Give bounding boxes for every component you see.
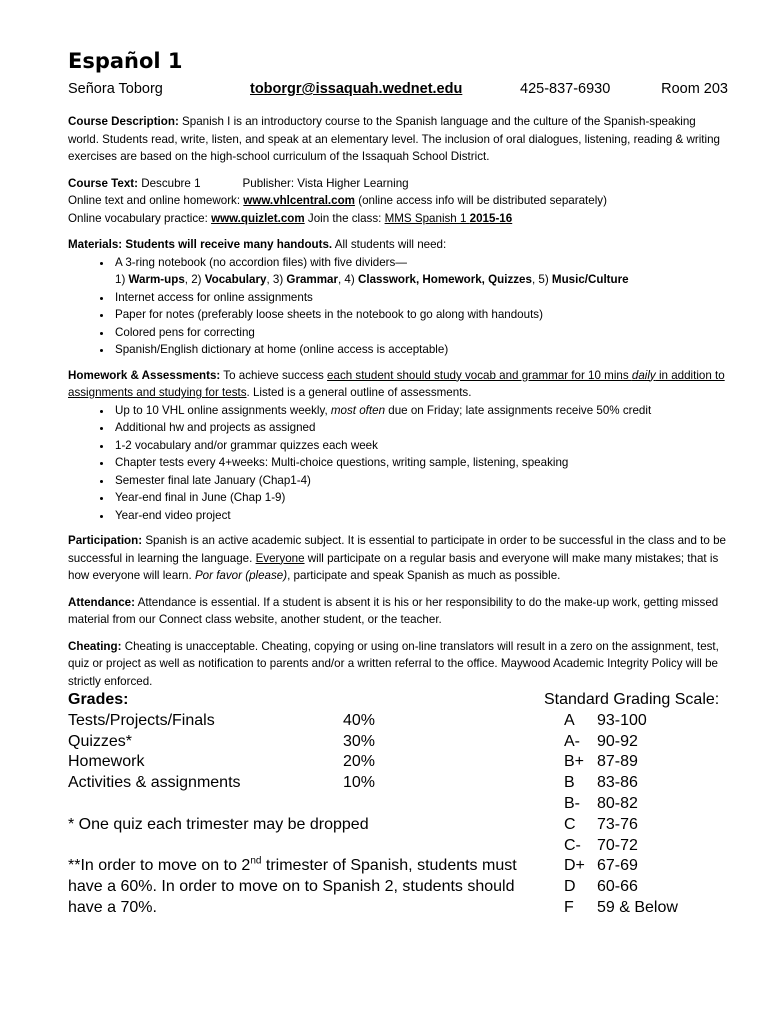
everyone-underlined: Everyone	[255, 551, 305, 565]
scale-row: D+ 67-69	[564, 857, 638, 875]
online-text-line	[68, 194, 607, 207]
homework-label: Homework & Assessments:	[68, 368, 221, 382]
course-book: Descubre 1	[138, 176, 201, 190]
notebook-item: A 3-ring notebook (no accordion files) with five dividers—	[115, 255, 407, 269]
list-item: • Chapter tests every 4+weeks: Multi-choice questions, writing sample, listening, speaking	[113, 454, 728, 472]
materials-heading	[68, 236, 728, 254]
vocab-prefix: Online vocabulary practice:	[68, 211, 212, 225]
class-year: 2015-16	[469, 211, 513, 225]
participation-section: Participation: Spanish is an active academic subject. It is essential to participate in order to be successful in the class and to be successful in learning the language. Everyone will participate on a regular basis and everyone will make many mistakes; that is how everyone will learn. Por favor (please), participate and speak Spanish as much as possible.	[68, 534, 726, 582]
online-text-suffix: (online access info will be distributed separately)	[354, 194, 607, 207]
course-description-text: Spanish I is an introductory course to the Spanish language and the culture of the Spanish-speaking world. Students read, write, listen, and speak at an elementary level. The inclusion of oral dialogues, listening, reading & writing exercises are based on the high-school curriculum of the Issaquah School District.	[68, 115, 720, 163]
syllabus-page	[68, 48, 728, 930]
homework-post: . Listed is a general outline of assessments.	[246, 386, 472, 399]
homework-heading	[68, 367, 728, 402]
list-item	[113, 254, 728, 289]
vocab-mid: Join the class:	[304, 211, 385, 225]
grade-row: Quizzes* 30%	[68, 732, 376, 750]
course-description	[68, 113, 728, 166]
cheating-text: Cheating is unacceptable. Cheating, copying or using on-line translators will result in a zero on the assignment, test, quiz or project as well as notification to parents and/or a written referral to the office. Maywood Academic Integrity Policy will be strictly enforced.	[68, 639, 719, 688]
grade-row: Tests/Projects/Finals 40%	[68, 711, 376, 729]
scale-row: B- 80-82	[564, 794, 638, 812]
dividers-list: 1) Warm-ups, 2) Vocabulary, 3) Grammar, 4) Classwork, Homework, Quizzes, 5) Music/Culture	[115, 273, 629, 286]
trimester-note: **In order to move on to 2nd trimester of Spanish, students must have a 60%. In order to move on to Spanish 2, students should have a 70%.	[68, 856, 517, 916]
materials-intro: All students will need:	[332, 238, 447, 251]
list-item: • Internet access for online assignments	[113, 289, 728, 307]
list-item: • Year-end video project	[113, 507, 728, 525]
class-name	[385, 212, 513, 225]
grades-breakdown	[68, 690, 538, 919]
list-item: • Year-end final in June (Chap 1-9)	[113, 489, 728, 507]
quiz-drop-note: * One quiz each trimester may be dropped	[68, 815, 369, 833]
scale-row: A- 90-92	[564, 732, 638, 750]
page-title: Español 1	[68, 49, 183, 73]
contact-line	[68, 80, 728, 99]
list-item: • Paper for notes (preferably loose sheets in the notebook to go along with handouts)	[113, 306, 728, 324]
grading-scale	[544, 690, 734, 919]
list-item: • Spanish/English dictionary at home (online access is acceptable)	[113, 341, 728, 359]
scale-row: B+ 87-89	[564, 753, 638, 771]
list-item: • Colored pens for correcting	[113, 324, 728, 342]
scale-row: F 59 & Below	[564, 898, 678, 916]
homework-list	[68, 402, 728, 525]
attendance-text: Attendance is essential. If a student is absent it is his or her responsibility to do the make-up work, getting missed material from our Connect class website, another student, or the teacher.	[68, 595, 719, 626]
course-text-line	[68, 177, 409, 190]
homework-underlined: each student should study vocab and grammar for 10 mins daily in addition to assignments and studying for tests	[68, 368, 725, 399]
course-text-section	[68, 175, 728, 228]
online-text-prefix: Online text and online homework:	[68, 194, 244, 207]
vhlcentral-link[interactable]: www.vhlcentral.com	[243, 194, 355, 207]
quizlet-link[interactable]: www.quizlet.com	[211, 211, 305, 225]
materials-list	[68, 254, 728, 359]
cheating-section	[68, 638, 728, 691]
grades-heading: Grades:	[68, 691, 129, 708]
publisher: Publisher: Vista Higher Learning	[242, 176, 409, 190]
grading-scale-heading: Standard Grading Scale:	[544, 691, 720, 708]
course-description-label: Course Description:	[68, 115, 179, 128]
scale-row: C- 70-72	[564, 836, 638, 854]
cheating-label: Cheating:	[68, 639, 122, 653]
room-number: Room 203	[661, 81, 728, 97]
attendance-section	[68, 594, 728, 629]
teacher-name: Señora Toborg	[68, 81, 163, 97]
por-favor-italic: Por favor (please)	[194, 569, 288, 582]
list-item: • Additional hw and projects as assigned	[113, 419, 728, 437]
homework-pre: To achieve success	[220, 368, 328, 382]
vocab-practice-line	[68, 212, 512, 225]
attendance-label: Attendance:	[68, 595, 135, 609]
scale-row: C 73-76	[564, 815, 638, 833]
participation-label: Participation:	[68, 534, 143, 547]
grade-row: Activities & assignments 10%	[68, 774, 376, 792]
scale-row: B 83-86	[564, 774, 638, 792]
materials-label: Materials: Students will receive many handouts.	[68, 238, 333, 251]
list-item: • 1-2 vocabulary and/or grammar quizzes each week	[113, 437, 728, 455]
list-item: • Semester final late January (Chap1-4)	[113, 472, 728, 490]
scale-row: D 60-66	[564, 878, 638, 896]
scale-row: A 93-100	[564, 711, 647, 729]
email-link[interactable]: toborgr@issaquah.wednet.edu	[250, 81, 463, 97]
course-text-label: Course Text:	[68, 176, 139, 190]
grades-section	[68, 690, 728, 930]
list-item: • Up to 10 VHL online assignments weekly, most often due on Friday; late assignments receive 50% credit	[113, 402, 728, 420]
phone-number: 425-837-6930	[520, 81, 611, 97]
grade-row: Homework 20%	[68, 753, 376, 771]
class-name-text: MMS Spanish 1	[384, 211, 470, 225]
